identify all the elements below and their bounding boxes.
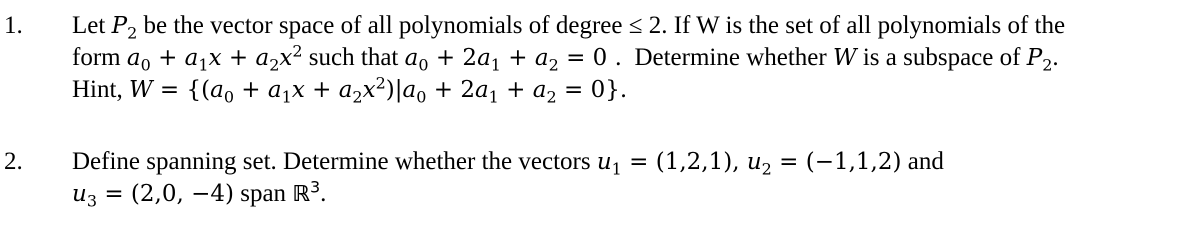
text: . (1052, 44, 1059, 71)
math-symbol-P: $P_2$ (1026, 45, 1053, 75)
real-space-symbol: ℝ$^3$ (292, 177, 321, 207)
problem-1-line-2 (72, 41, 1059, 75)
text: such that (302, 44, 405, 71)
problem-number: 2. (4, 148, 23, 175)
text: span (233, 180, 293, 207)
vector-u3: $u_3 = (2,0$, −4) (72, 181, 234, 211)
text: form (72, 44, 127, 71)
math-symbol-P: $P_2$ (111, 13, 138, 43)
problem-2-line-1 (72, 148, 944, 179)
text: Determine whether (621, 44, 833, 71)
text: and (901, 148, 944, 175)
vector-u1: $u_1 = (1,2,1)$, $u_2 = (-1,1,2)$ (596, 149, 902, 179)
math-symbol-W: W (832, 45, 857, 71)
problem-1-line-1 (72, 12, 1066, 43)
text: Define spanning set. Determine whether the vectors (72, 148, 597, 175)
text: Hint, (72, 76, 129, 103)
text: is a subspace of (856, 44, 1027, 71)
problem-1-line-3 (72, 73, 628, 107)
problem-number: 1. (4, 12, 23, 39)
condition-expression: $a_0 + 2a_1 + a_2 = 0$ . (404, 45, 622, 75)
polynomial-expression: $a_0 + a_1x + a_2x^2$ (126, 41, 303, 75)
text: . (320, 180, 327, 207)
text: be the vector space of all polynomials of degree ≤ 2. If W is the set of all polynomials of the (137, 12, 1066, 39)
text: Let (72, 12, 112, 39)
hint-expression: $W = \{(a_0 + a_1x + a_2x^2)|a_0 + 2a_1 + a_2 = 0\}$. (128, 73, 628, 107)
problem-2-line-2 (72, 177, 327, 211)
